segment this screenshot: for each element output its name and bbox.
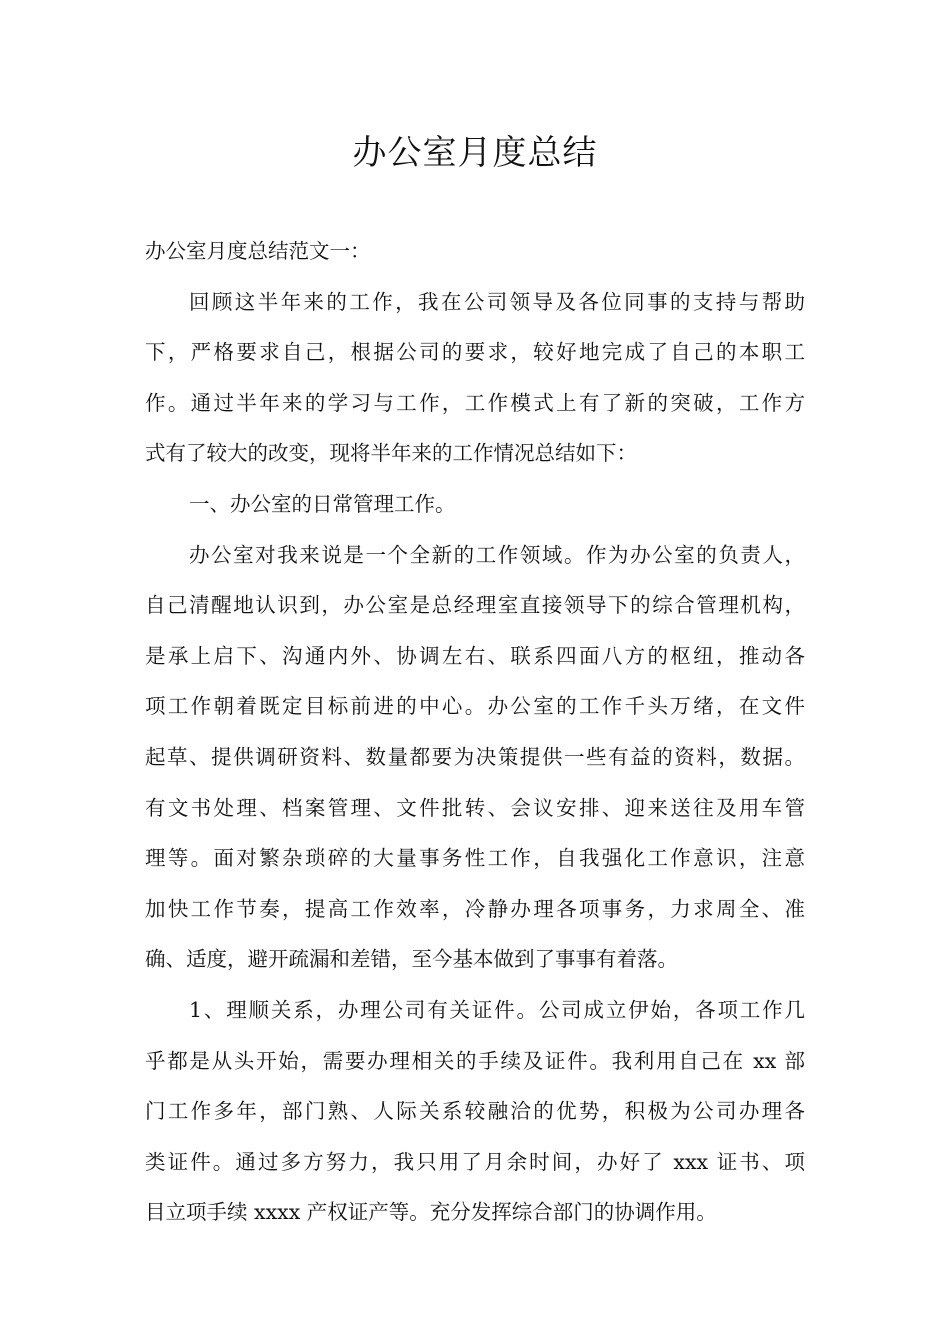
- paragraph-line: 类证件。通过多方努力，我只用了月余时间，办好了 xxx 证书、项: [145, 1149, 805, 1174]
- paragraph-line: 自己清醒地认识到，办公室是总经理室直接领导下的综合管理机构，: [145, 593, 805, 618]
- paragraph-line: 加快工作节奏，提高工作效率，冷静办理各项事务，力求周全、准: [145, 896, 805, 921]
- subsection-heading: 一、办公室的日常管理工作。: [189, 491, 456, 516]
- paragraph-line: 式有了较大的改变，现将半年来的工作情况总结如下：: [145, 441, 637, 466]
- paragraph-line: 理等。面对繁杂琐碎的大量事务性工作，自我强化工作意识，注意: [145, 846, 805, 871]
- paragraph-line: 起草、提供调研资料、数量都要为决策提供一些有益的资料，数据。: [145, 744, 805, 769]
- paragraph-line: 下，严格要求自己，根据公司的要求，较好地完成了自己的本职工: [145, 340, 805, 365]
- paragraph-line: 是承上启下、沟通内外、协调左右、联系四面八方的枢纽，推动各: [145, 643, 805, 668]
- paragraph-line: 门工作多年，部门熟、人际关系较融洽的优势，积极为公司办理各: [145, 1099, 805, 1124]
- paragraph-line: 办公室对我来说是一个全新的工作领域。作为办公室的负责人，: [189, 542, 805, 567]
- paragraph-line: 回顾这半年来的工作，我在公司领导及各位同事的支持与帮助: [189, 289, 805, 314]
- section-heading: 办公室月度总结范文一：: [145, 239, 371, 263]
- paragraph-line: 目立项手续 xxxx 产权证产等。充分发挥综合部门的协调作用。: [145, 1200, 717, 1225]
- paragraph-line: 作。通过半年来的学习与工作，工作模式上有了新的突破，工作方: [145, 390, 805, 415]
- paragraph-line: 确、适度，避开疏漏和差错，至今基本做到了事事有着落。: [145, 947, 678, 972]
- document-title: 办公室月度总结: [352, 133, 598, 173]
- paragraph-line: 1、理顺关系，办理公司有关证件。公司成立伊始，各项工作几: [189, 997, 805, 1022]
- paragraph-line: 乎都是从头开始，需要办理相关的手续及证件。我利用自己在 xx 部: [145, 1048, 805, 1073]
- document-body: [145, 226, 805, 1238]
- paragraph-line: 项工作朝着既定目标前进的中心。办公室的工作千头万绪，在文件: [145, 694, 805, 719]
- paragraph-line: 有文书处理、档案管理、文件批转、会议安排、迎来送往及用车管: [145, 795, 805, 820]
